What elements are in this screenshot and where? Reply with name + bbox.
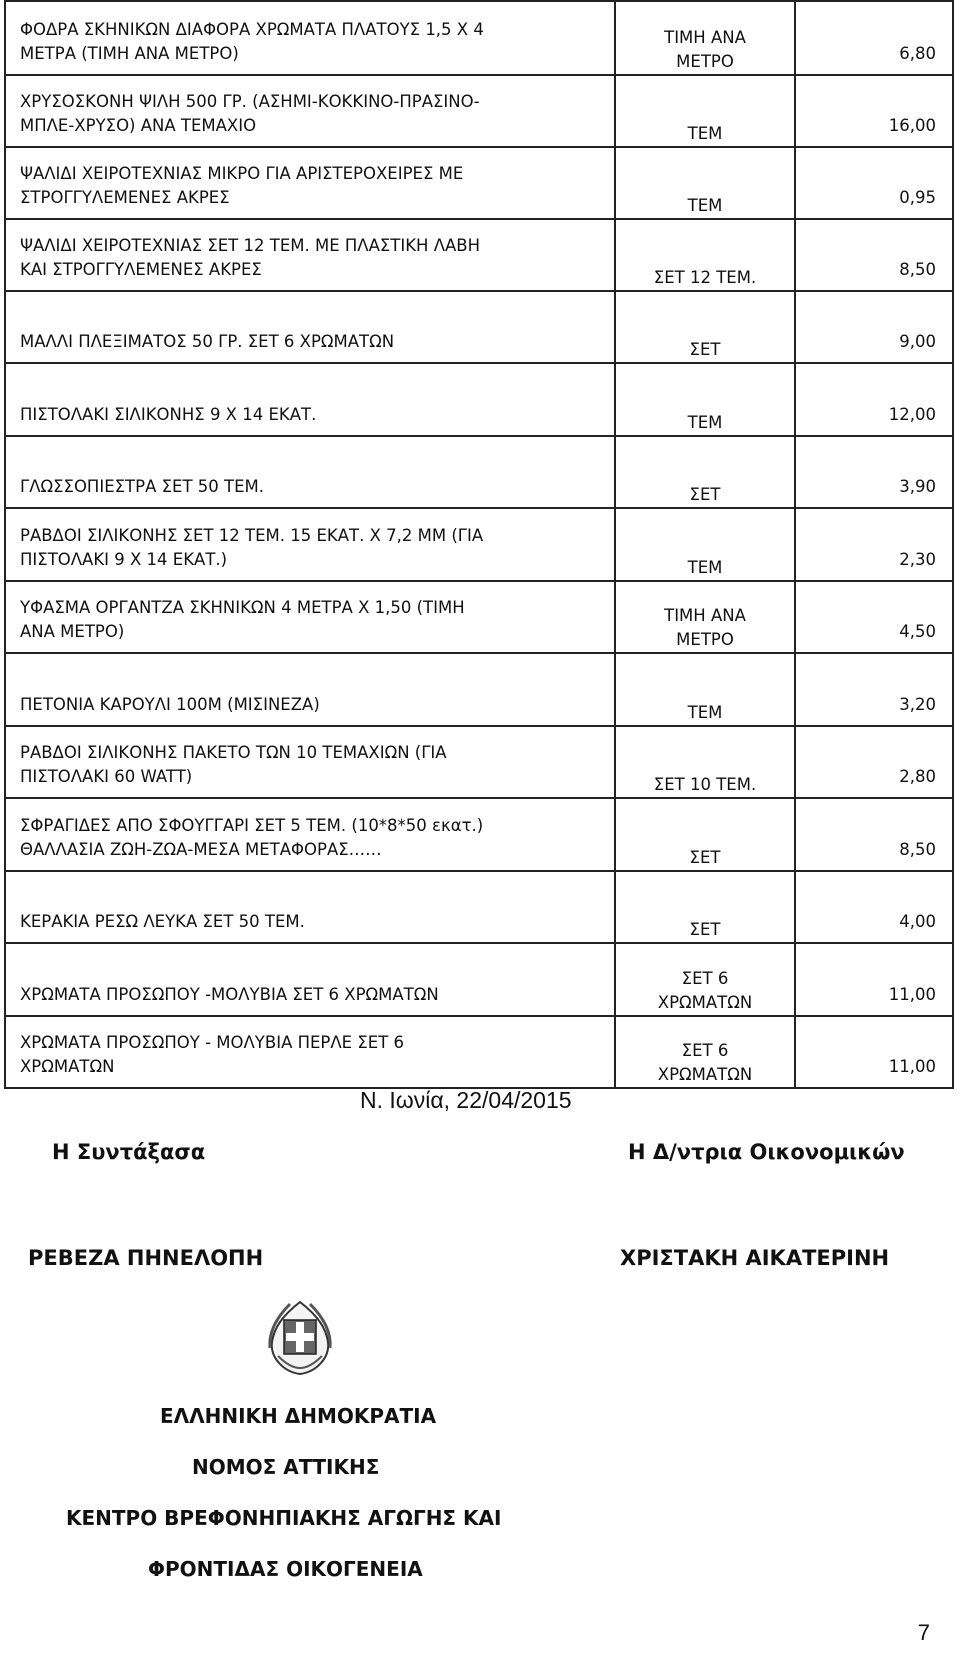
item-description	[5, 581, 615, 653]
desc-line: ΧΡΥΣΟΣΚΟΝΗ ΨΙΛΗ 500 ΓΡ. (ΑΣΗΜΙ-ΚΟΚΚΙΝΟ-ΠΡΑΣΙΝΟ-	[20, 92, 480, 111]
desc-line: ΠΙΣΤΟΛΑΚΙ ΣΙΛΙΚΟΝΗΣ 9 Χ 14 ΕΚΑΤ.	[20, 405, 317, 424]
desc-line: ΡΑΒΔΟΙ ΣΙΛΙΚΟΝΗΣ ΠΑΚΕΤΟ ΤΩΝ 10 ΤΕΜΑΧΙΩΝ (ΓΙΑ	[20, 743, 447, 762]
item-price: 16,00	[795, 75, 953, 147]
desc-line: ΠΙΣΤΟΛΑΚΙ 9 Χ 14 ΕΚΑΤ.)	[20, 550, 228, 569]
item-unit	[615, 581, 795, 653]
item-price: 3,90	[795, 436, 953, 508]
left-signatory-name: ΡΕΒΕΖΑ ΠΗΝΕΛΟΠΗ	[28, 1246, 264, 1270]
location-date: Ν. Ιωνία, 22/04/2015	[360, 1087, 572, 1113]
table-row	[5, 943, 953, 1016]
item-price: 11,00	[795, 943, 953, 1016]
item-description	[5, 508, 615, 581]
item-price: 9,00	[795, 291, 953, 363]
item-description	[5, 363, 615, 436]
item-price: 11,00	[795, 1016, 953, 1088]
table-row	[5, 75, 953, 147]
unit-line: ΣΕΤ	[689, 340, 721, 359]
item-unit	[615, 943, 795, 1016]
item-description	[5, 943, 615, 1016]
table-row	[5, 219, 953, 291]
item-price: 2,80	[795, 726, 953, 798]
desc-line: ΜΑΛΛΙ ΠΛΕΞΙΜΑΤΟΣ 50 ΓΡ. ΣΕΤ 6 ΧΡΩΜΑΤΩΝ	[20, 332, 395, 351]
desc-line: ΡΑΒΔΟΙ ΣΙΛΙΚΟΝΗΣ ΣΕΤ 12 ΤΕΜ. 15 ΕΚΑΤ. Χ 7,2 ΜΜ (ΓΙΑ	[20, 526, 484, 545]
item-description	[5, 871, 615, 943]
unit-line: ΤΕΜ	[687, 413, 723, 432]
desc-line: ΧΡΩΜΑΤΩΝ	[20, 1057, 115, 1076]
item-price: 3,20	[795, 653, 953, 726]
unit-line: ΧΡΩΜΑΤΩΝ	[657, 993, 753, 1012]
greek-coat-of-arms-icon	[260, 1298, 340, 1378]
item-price: 4,00	[795, 871, 953, 943]
item-price: 6,80	[795, 1, 953, 75]
unit-line: ΤΕΜ	[687, 124, 723, 143]
desc-line: ΨΑΛΙΔΙ ΧΕΙΡΟΤΕΧΝΙΑΣ ΣΕΤ 12 ΤΕΜ. ΜΕ ΠΛΑΣΤΙΚΗ ΛΑΒΗ	[20, 236, 481, 255]
desc-line: ΚΑΙ ΣΤΡΟΓΓΥΛΕΜΕΝΕΣ ΑΚΡΕΣ	[20, 260, 262, 279]
item-price: 2,30	[795, 508, 953, 581]
item-price: 4,50	[795, 581, 953, 653]
item-description	[5, 219, 615, 291]
desc-line: ΠΙΣΤΟΛΑΚΙ 60 WATT)	[20, 767, 193, 786]
table-row	[5, 1016, 953, 1088]
table-row	[5, 436, 953, 508]
table-row	[5, 363, 953, 436]
unit-line: ΣΕΤ	[689, 848, 721, 867]
item-price: 8,50	[795, 798, 953, 871]
table-row	[5, 147, 953, 219]
desc-line: ΨΑΛΙΔΙ ΧΕΙΡΟΤΕΧΝΙΑΣ ΜΙΚΡΟ ΓΙΑ ΑΡΙΣΤΕΡΟΧΕΙΡΕΣ ΜΕ	[20, 164, 464, 183]
table-row	[5, 508, 953, 581]
left-signatory-role: Η Συντάξασα	[52, 1140, 206, 1164]
table-row	[5, 291, 953, 363]
unit-line: ΣΕΤ 10 ΤΕΜ.	[653, 775, 757, 794]
item-unit	[615, 726, 795, 798]
item-description	[5, 798, 615, 871]
desc-line: ΑΝΑ ΜΕΤΡΟ)	[20, 622, 125, 641]
item-unit	[615, 1, 795, 75]
item-unit	[615, 436, 795, 508]
item-unit	[615, 291, 795, 363]
item-unit	[615, 798, 795, 871]
table-row	[5, 798, 953, 871]
desc-line: ΥΦΑΣΜΑ ΟΡΓΑΝΤΖΑ ΣΚΗΝΙΚΩΝ 4 ΜΕΤΡΑ Χ 1,50 (ΤΙΜΗ	[20, 598, 465, 617]
item-unit	[615, 147, 795, 219]
desc-line: ΠΕΤΟΝΙΑ ΚΑΡΟΥΛΙ 100Μ (ΜΙΣΙΝΕΖΑ)	[20, 695, 320, 714]
item-description	[5, 1016, 615, 1088]
header-line-2: ΝΟΜΟΣ ΑΤΤΙΚΗΣ	[192, 1455, 380, 1479]
table-row	[5, 726, 953, 798]
desc-line: ΜΕΤΡΑ (ΤΙΜΗ ΑΝΑ ΜΕΤΡΟ)	[20, 44, 239, 63]
desc-line: ΘΑΛΛΑΣΙΑ ΖΩΗ-ΖΩΑ-ΜΕΣΑ ΜΕΤΑΦΟΡΑΣ……	[20, 840, 382, 859]
unit-line: ΣΕΤ 12 ΤΕΜ.	[653, 268, 757, 287]
unit-line: ΜΕΤΡΟ	[676, 630, 734, 649]
table-row	[5, 1, 953, 75]
item-unit	[615, 653, 795, 726]
item-unit	[615, 219, 795, 291]
desc-line: ΧΡΩΜΑΤΑ ΠΡΟΣΩΠΟΥ -ΜΟΛΥΒΙΑ ΣΕΤ 6 ΧΡΩΜΑΤΩΝ	[20, 985, 439, 1004]
desc-line: ΦΟΔΡΑ ΣΚΗΝΙΚΩΝ ΔΙΑΦΟΡΑ ΧΡΩΜΑΤΑ ΠΛΑΤΟΥΣ 1,5 Χ 4	[20, 20, 484, 39]
item-price: 0,95	[795, 147, 953, 219]
unit-line: ΧΡΩΜΑΤΩΝ	[657, 1065, 753, 1084]
unit-line: ΤΕΜ	[687, 196, 723, 215]
unit-line: ΣΕΤ 6	[681, 1041, 729, 1060]
desc-line: ΣΦΡΑΓΙΔΕΣ ΑΠΟ ΣΦΟΥΓΓΑΡΙ ΣΕΤ 5 ΤΕΜ. (10*8*50 εκατ.)	[20, 816, 484, 835]
table-row	[5, 581, 953, 653]
unit-line: ΣΕΤ	[689, 920, 721, 939]
desc-line: ΓΛΩΣΣΟΠΙΕΣΤΡΑ ΣΕΤ 50 ΤΕΜ.	[20, 477, 265, 496]
price-table	[4, 0, 954, 1089]
item-description	[5, 291, 615, 363]
unit-line: ΤΙΜΗ ΑΝΑ	[664, 606, 746, 625]
desc-line: ΜΠΛΕ-ΧΡΥΣΟ) ΑΝΑ ΤΕΜΑΧΙΟ	[20, 116, 257, 135]
header-line-4: ΦΡΟΝΤΙΔΑΣ ΟΙΚΟΓΕΝΕΙΑ	[148, 1557, 423, 1581]
header-line-3: ΚΕΝΤΡΟ ΒΡΕΦΟΝΗΠΙΑΚΗΣ ΑΓΩΓΗΣ ΚΑΙ	[66, 1506, 502, 1530]
item-price: 12,00	[795, 363, 953, 436]
unit-line: ΜΕΤΡΟ	[676, 52, 734, 71]
unit-line: ΤΙΜΗ ΑΝΑ	[664, 28, 746, 47]
item-unit	[615, 508, 795, 581]
item-unit	[615, 75, 795, 147]
page-number: 7	[917, 1620, 930, 1645]
desc-line: ΧΡΩΜΑΤΑ ΠΡΟΣΩΠΟΥ - ΜΟΛΥΒΙΑ ΠΕΡΛΕ ΣΕΤ 6	[20, 1033, 405, 1052]
item-description	[5, 436, 615, 508]
unit-line: ΣΕΤ 6	[681, 969, 729, 988]
table-row	[5, 871, 953, 943]
item-description	[5, 1, 615, 75]
item-unit	[615, 1016, 795, 1088]
unit-line: ΣΕΤ	[689, 485, 721, 504]
table-row	[5, 653, 953, 726]
item-unit	[615, 871, 795, 943]
item-unit	[615, 363, 795, 436]
header-line-1: ΕΛΛΗΝΙΚΗ ΔΗΜΟΚΡΑΤΙΑ	[160, 1404, 437, 1428]
desc-line: ΣΤΡΟΓΓΥΛΕΜΕΝΕΣ ΑΚΡΕΣ	[20, 188, 230, 207]
unit-line: ΤΕΜ	[687, 703, 723, 722]
item-price: 8,50	[795, 219, 953, 291]
item-description	[5, 147, 615, 219]
unit-line: ΤΕΜ	[687, 558, 723, 577]
item-description	[5, 75, 615, 147]
right-signatory-name: ΧΡΙΣΤΑΚΗ ΑΙΚΑΤΕΡΙΝΗ	[620, 1246, 890, 1270]
item-description	[5, 653, 615, 726]
item-description	[5, 726, 615, 798]
desc-line: ΚΕΡΑΚΙΑ ΡΕΣΩ ΛΕΥΚΑ ΣΕΤ 50 ΤΕΜ.	[20, 912, 305, 931]
right-signatory-role: Η Δ/ντρια Οικονομικών	[628, 1140, 905, 1164]
